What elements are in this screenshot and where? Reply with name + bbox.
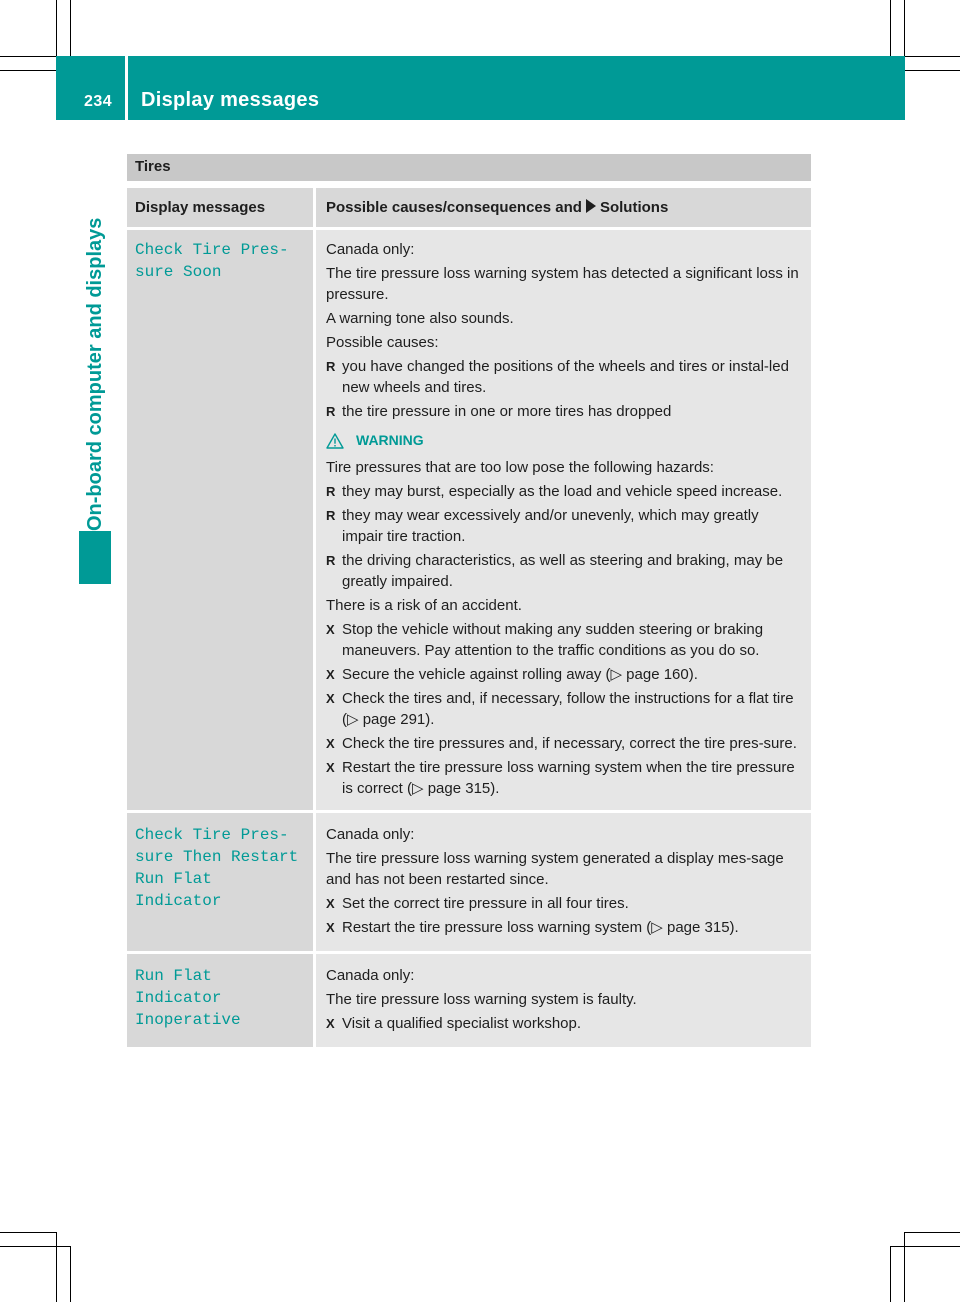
column-header-messages: Display messages <box>127 188 316 227</box>
crop-mark <box>56 1232 57 1302</box>
warning-label: WARNING <box>356 432 424 448</box>
step-item <box>326 1013 803 1034</box>
message-cell <box>127 954 316 1047</box>
column-header-solutions-text: Possible causes/consequences and <box>326 199 582 216</box>
step-text: Restart the tire pressure loss warning system when the tire pressure is correct (▷ page 315). <box>342 759 795 797</box>
bullet-text: the driving characteristics, as well as steering and braking, may be greatly impaired. <box>342 552 784 590</box>
crop-mark <box>0 1246 70 1247</box>
paragraph: Canada only: <box>326 826 415 843</box>
step-item <box>326 757 803 799</box>
step-text: Set the correct tire pressure in all four tires. <box>342 895 629 912</box>
step-icon: X <box>326 691 335 706</box>
step-text: Secure the vehicle against rolling away (▷ page 160). <box>342 666 698 683</box>
solutions-arrow-icon <box>586 199 596 213</box>
bullet-text: the tire pressure in one or more tires has dropped <box>342 403 672 420</box>
warning-triangle-icon <box>326 433 344 449</box>
chapter-side-label: On-board computer and displays <box>84 217 106 531</box>
bullet-item <box>326 505 803 547</box>
display-message-text: Run Flat Indicator Inoperative <box>135 967 241 1029</box>
message-cell <box>127 813 316 951</box>
step-item <box>326 893 803 914</box>
bullet-icon: R <box>326 508 336 523</box>
step-text: Check the tires and, if necessary, follow the instructions for a flat tire (▷ page 291). <box>342 690 794 728</box>
header-divider <box>125 56 128 120</box>
paragraph: Possible causes: <box>326 334 439 351</box>
bullet-text: they may burst, especially as the load and vehicle speed increase. <box>342 483 783 500</box>
step-item <box>326 619 803 661</box>
bullet-item <box>326 481 803 502</box>
solution-cell <box>316 230 811 810</box>
section-title: Tires <box>135 158 171 175</box>
step-text: Visit a qualified specialist workshop. <box>342 1015 582 1032</box>
step-icon: X <box>326 760 335 775</box>
message-cell <box>127 230 316 810</box>
table-row <box>127 230 811 810</box>
bullet-icon: R <box>326 553 336 568</box>
crop-mark <box>70 1246 71 1302</box>
step-icon: X <box>326 736 335 751</box>
table-row <box>127 813 811 951</box>
step-text: Stop the vehicle without making any sudden steering or braking maneuvers. Pay attention to the traffic conditions as you do so. <box>342 621 764 659</box>
crop-mark <box>0 1232 56 1233</box>
crop-mark <box>70 0 71 56</box>
crop-mark <box>890 1246 891 1302</box>
solution-cell <box>316 813 811 951</box>
step-icon: X <box>326 896 335 911</box>
step-icon: X <box>326 1016 335 1031</box>
column-header-solutions <box>316 188 811 227</box>
paragraph: The tire pressure loss warning system generated a display mes‐sage and has not been restarted since. <box>326 850 784 888</box>
paragraph: Canada only: <box>326 967 415 984</box>
step-text: Check the tire pressures and, if necessary, correct the tire pres‐sure. <box>342 735 797 752</box>
page-number: 234 <box>84 93 113 110</box>
step-icon: X <box>326 667 335 682</box>
step-item <box>326 664 803 685</box>
bullet-item <box>326 401 803 422</box>
table-header-row <box>127 188 811 227</box>
paragraph: There is a risk of an accident. <box>326 597 522 614</box>
column-header-solutions-end: Solutions <box>599 199 669 216</box>
paragraph: The tire pressure loss warning system has detected a significant loss in pressure. <box>326 265 799 303</box>
bullet-text: you have changed the positions of the wheels and tires or instal‐led new wheels and tires. <box>342 358 789 396</box>
table-row <box>127 954 811 1047</box>
step-icon: X <box>326 622 335 637</box>
display-messages-table <box>127 185 811 1050</box>
display-message-text: Check Tire Pres‐ sure Soon <box>135 241 289 281</box>
bullet-item <box>326 550 803 592</box>
step-text: Restart the tire pressure loss warning system (▷ page 315). <box>342 919 739 936</box>
display-message-text: Check Tire Pres‐ sure Then Restart Run Flat Indicator <box>135 826 299 910</box>
bullet-icon: R <box>326 484 336 499</box>
bullet-icon: R <box>326 359 336 374</box>
step-item <box>326 917 803 938</box>
paragraph: The tire pressure loss warning system is faulty. <box>326 991 637 1008</box>
bullet-item <box>326 356 803 398</box>
step-item <box>326 733 803 754</box>
bullet-text: they may wear excessively and/or unevenly, which may greatly impair tire traction. <box>342 507 759 545</box>
warning-heading <box>326 430 803 451</box>
crop-mark <box>0 70 56 71</box>
bullet-icon: R <box>326 404 336 419</box>
chapter-marker <box>79 531 111 584</box>
crop-mark <box>890 0 891 56</box>
paragraph: A warning tone also sounds. <box>326 310 514 327</box>
crop-mark <box>904 1232 905 1302</box>
crop-mark <box>904 70 960 71</box>
crop-mark <box>904 1232 960 1233</box>
paragraph: Canada only: <box>326 241 415 258</box>
crop-mark <box>890 1246 960 1247</box>
step-item <box>326 688 803 730</box>
paragraph: Tire pressures that are too low pose the following hazards: <box>326 459 714 476</box>
page-title: Display messages <box>141 89 320 111</box>
step-icon: X <box>326 920 335 935</box>
section-bar <box>127 154 811 181</box>
solution-cell <box>316 954 811 1047</box>
